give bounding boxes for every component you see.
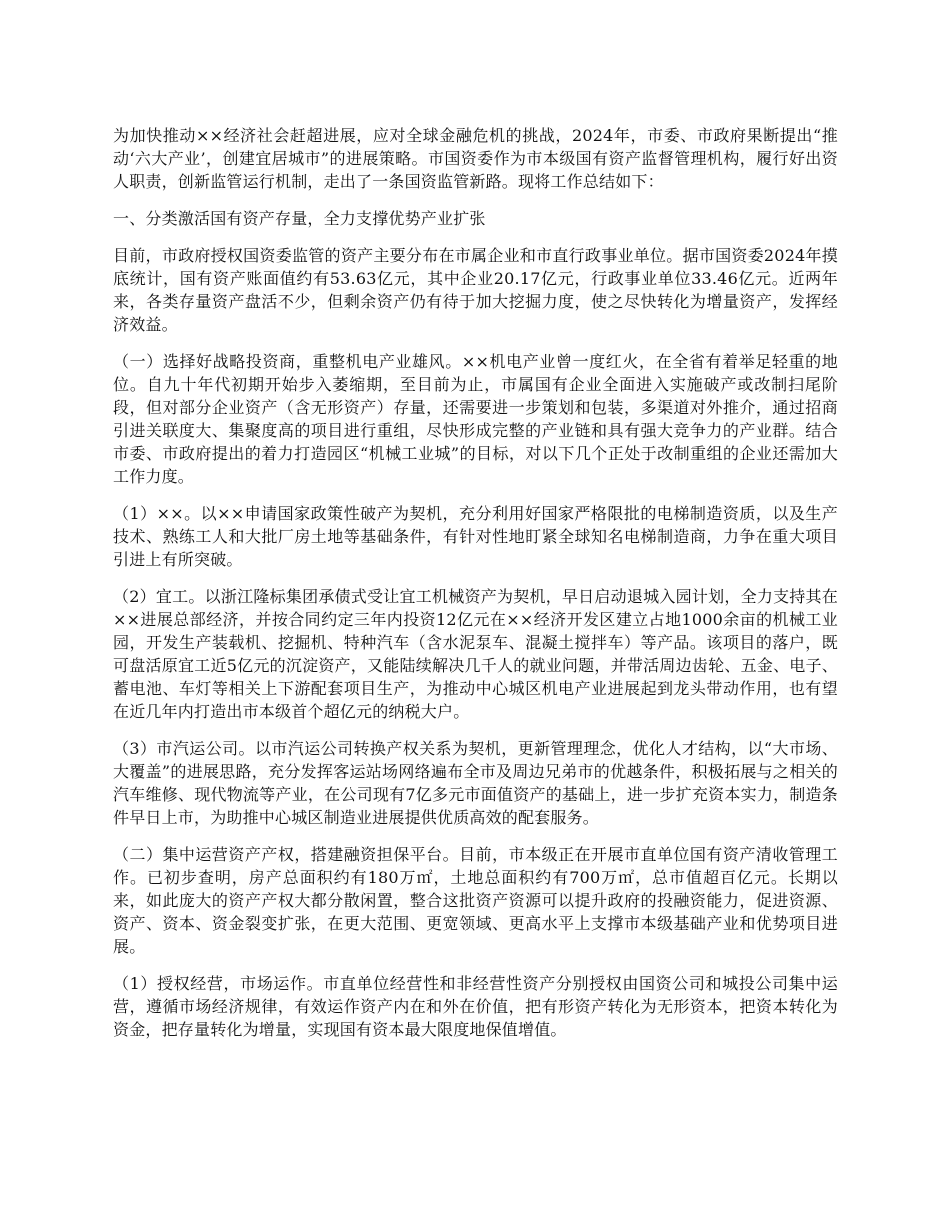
item-paragraph: （3）市汽运公司。以市汽运公司转换产权关系为契机，更新管理理念，优化人才结构，以“大市场、大覆盖”的进展思路，充分发挥客运站场网络遍布全市及周边兄弟市的优越条件，积极拓展与之相关的汽车维修、现代物流等产业，在公司现有7亿多元市面值资产的基础上，进一步扩充资本实力，制造条件早日上市，为助推中心城区制造业进展提供优质高效的配套服务。 [113,739,838,827]
intro-paragraph: 为加快推动××经济社会赶超进展，应对全球金融危机的挑战，2024年，市委、市政府果断提出“推动‘六大产业’，创建宜居城市”的进展策略。市国资委作为市本级国有资产监督管理机构，履行好出资人职责，创新监管运行机制，走出了一条国资监管新路。现将工作总结如下： [113,126,838,191]
item-paragraph: （2）宜工。以浙江隆标集团承债式受让宜工机械资产为契机，早日启动退城入园计划，全力支持其在××进展总部经济，并按合同约定三年内投资12亿元在××经济开发区建立占地1000余亩的机械工业园，开发生产装载机、挖掘机、特种汽车（含水泥泵车、混凝土搅拌车）等产品。该项目的落户，既可盘活原宜工近5亿元的沉淀资产，又能陆续解决几千人的就业问题，并带活周边齿轮、五金、电子、蓄电池、车灯等相关上下游配套项目生产，为推动中心城区机电产业进展起到龙头带动作用，也有望在近几年内打造出市本级首个超亿元的纳税大户。 [113,587,838,721]
subsection-paragraph: （二）集中运营资产产权，搭建融资担保平台。目前，市本级正在开展市直单位国有资产清收管理工作。已初步查明，房产总面积约有180万㎡，土地总面积约有700万㎡，总市值超百亿元。长期以来，如此庞大的资产产权大都分散闲置，整合这批资产资源可以提升政府的投融资能力，促进资源、资产、资本、资金裂变扩张，在更大范围、更宽领域、更高水平上支撑市本级基础产业和优势项目进展。 [113,845,838,956]
document-body [113,124,838,1055]
subsection-paragraph: （一）选择好战略投资商，重整机电产业雄风。××机电产业曾一度红火，在全省有着举足轻重的地位。自九十年代初期开始步入萎缩期，至目前为止，市属国有企业全面进入实施破产或改制扫尾阶段，但对部分企业资产（含无形资产）存量，还需要进一步策划和包装，多渠道对外推介，通过招商引进关联度大、集聚度高的项目进行重组，尽快形成完整的产业链和具有强大竞争力的产业群。结合市委、市政府提出的着力打造园区“机械工业城”的目标，对以下几个正处于改制重组的企业还需加大工作力度。 [113,352,838,486]
item-paragraph: （1）××。以××申请国家政策性破产为契机，充分利用好国家严格限批的电梯制造资质，以及生产技术、熟练工人和大批厂房土地等基础条件，有针对性地盯紧全球知名电梯制造商，力争在重大项目引进上有所突破。 [113,504,838,569]
item-paragraph: （1）授权经营，市场运作。市直单位经营性和非经营性资产分别授权由国资公司和城投公司集中运营，遵循市场经济规律，有效运作资产内在和外在价值，把有形资产转化为无形资本，把资本转化为资金，把存量转化为增量，实现国有资本最大限度地保值增值。 [113,974,838,1039]
body-paragraph: 目前，市政府授权国资委监管的资产主要分布在市属企业和市直行政事业单位。据市国资委2024年摸底统计，国有资产账面值约有53.63亿元，其中企业20.17亿元，行政事业单位33.46亿元。近两年来，各类存量资产盘活不少，但剩余资产仍有待于加大挖掘力度，使之尽快转化为增量资产，发挥经济效益。 [113,246,838,334]
section-heading: 一、分类激活国有资产存量，全力支撑优势产业扩张 [113,209,486,228]
